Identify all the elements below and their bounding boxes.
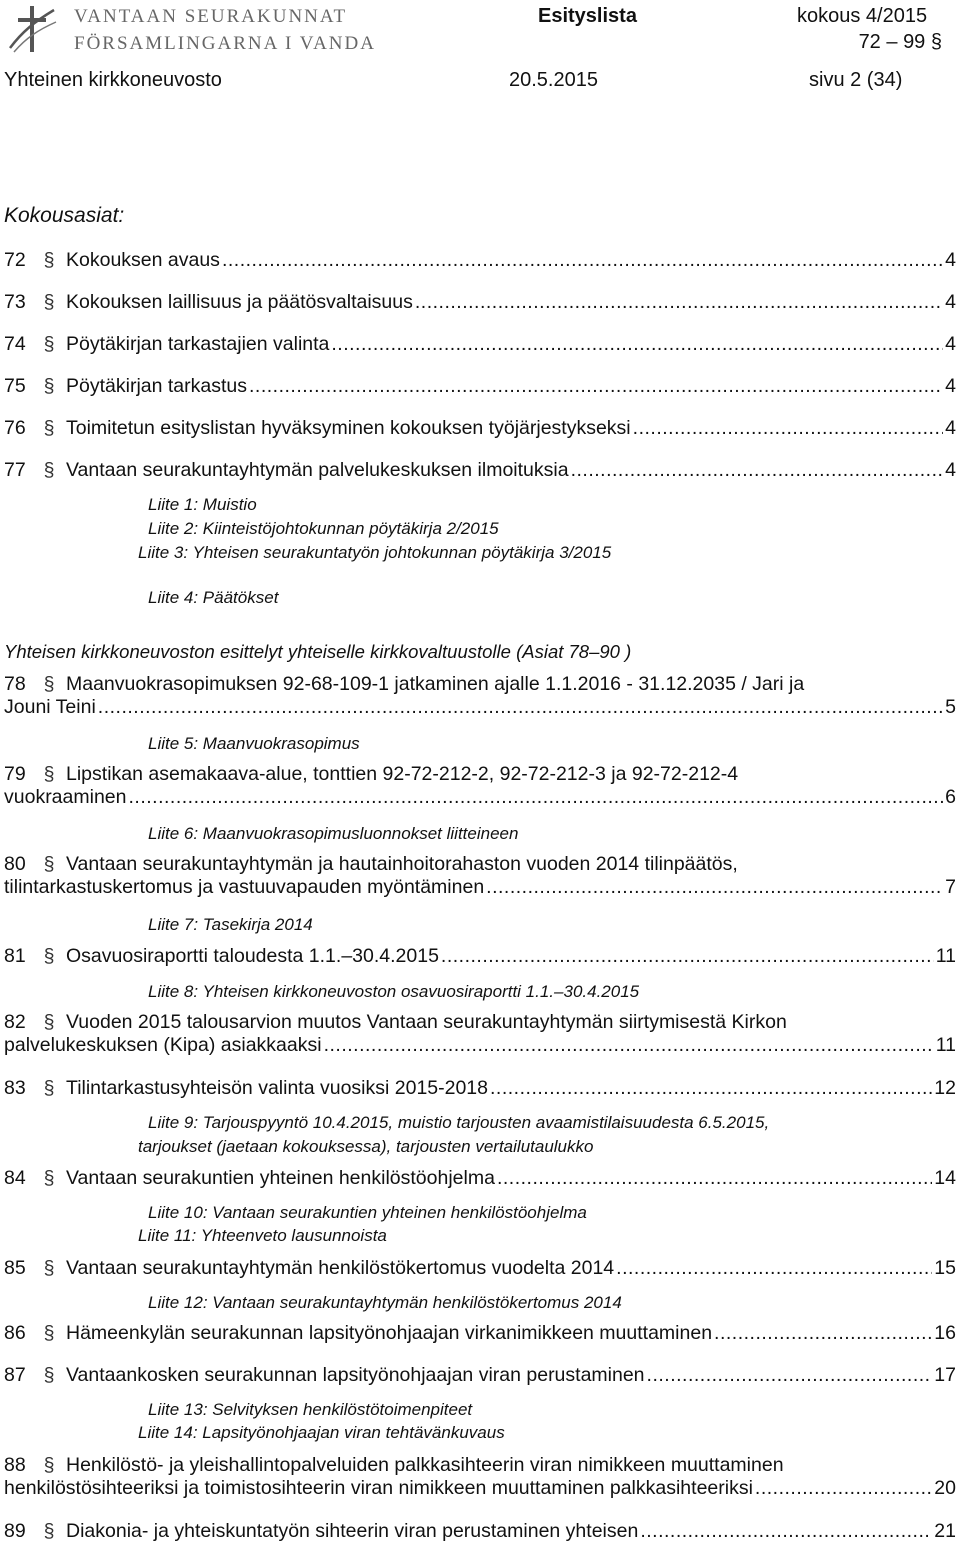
range-start: 72	[858, 31, 881, 53]
attachment-item: Liite 9: Tarjouspyyntö 10.4.2015, muistio tarjousten avaamistilaisuudesta 6.5.2015,	[148, 1113, 770, 1132]
document-type: Esityslista	[538, 5, 637, 27]
entry-title: Vuoden 2015 talousarvion muutos Vantaan seurakuntayhtymän siirtymisestä Kirkon	[66, 1011, 787, 1033]
entry-title: Maanvuokrasopimuksen 92-68-109-1 jatkaminen ajalle 1.1.2016 - 31.12.2035 / Jari ja	[66, 673, 805, 695]
attachment-item: Liite 3: Yhteisen seurakuntatyön johtokunnan pöytäkirja 3/2015	[138, 543, 612, 562]
entry-page-number: 11	[935, 1034, 956, 1056]
entry-page-number: 4	[945, 375, 956, 397]
paragraph-sign: §	[43, 1322, 55, 1344]
cross-logo-icon	[4, 2, 60, 56]
attachment-item: Liite 2: Kiinteistöjohtokunnan pöytäkirja 2/2015	[148, 519, 499, 538]
toc-entry[interactable]	[4, 291, 956, 314]
dot-leader	[324, 1034, 934, 1057]
attachment-item: Liite 6: Maanvuokrasopimusluonnokset liitteineen	[148, 824, 519, 843]
entry-title: Vantaan seurakuntien yhteinen henkilöstöohjelma	[66, 1167, 495, 1189]
dot-leader	[249, 375, 943, 398]
paragraph-sign: §	[43, 673, 55, 695]
dot-leader	[616, 1257, 932, 1280]
attachment-item: Liite 13: Selvityksen henkilöstötoimenpiteet	[148, 1400, 473, 1419]
entry-page-number: 4	[945, 417, 956, 439]
attachment-item: Liite 10: Vantaan seurakuntien yhteinen henkilöstöohjelma	[148, 1203, 587, 1222]
toc-entry[interactable]	[4, 673, 956, 719]
dot-leader	[331, 333, 943, 356]
dot-leader	[128, 786, 943, 809]
attachment-item: Liite 12: Vantaan seurakuntayhtymän henkilöstökertomus 2014	[148, 1293, 622, 1312]
entry-page-number: 6	[945, 786, 956, 808]
attachment-item: Liite 4: Päätökset	[148, 588, 279, 607]
dot-leader	[441, 945, 934, 968]
entry-title: Kokouksen avaus	[66, 249, 220, 271]
paragraph-sign: §	[43, 417, 55, 439]
page-number: sivu 2 (34)	[809, 69, 903, 91]
toc-entry[interactable]	[4, 417, 956, 440]
entry-page-number: 5	[945, 696, 956, 718]
paragraph-sign: §	[43, 1077, 55, 1099]
dot-leader	[640, 1520, 932, 1543]
attachment-item: Liite 8: Yhteisen kirkkoneuvoston osavuosiraportti 1.1.–30.4.2015	[148, 982, 640, 1001]
org-name-finnish: VANTAAN SEURAKUNNAT	[74, 6, 348, 27]
attachment-item: Liite 5: Maanvuokrasopimus	[148, 734, 360, 753]
entry-page-number: 4	[945, 249, 956, 271]
entry-number: 80	[4, 853, 26, 875]
dot-leader	[415, 291, 943, 314]
entry-number: 79	[4, 763, 26, 785]
entry-number: 88	[4, 1454, 26, 1476]
org-name-swedish: FÖRSAMLINGARNA I VANDA	[74, 33, 376, 54]
entry-title: Henkilöstö- ja yleishallintopalveluiden palkkasihteerin viran nimikkeen muuttaminen	[66, 1454, 784, 1476]
dot-leader	[486, 876, 943, 899]
entry-title: Vantaankosken seurakunnan lapsityönohjaajan viran perustaminen	[66, 1364, 645, 1386]
dot-leader	[714, 1322, 932, 1345]
entry-title: Vantaan seurakuntayhtymän ja hautainhoitorahaston vuoden 2014 tilinpäätös,	[66, 853, 738, 875]
toc-entry[interactable]	[4, 1011, 956, 1057]
section-title: Kokousasiat:	[4, 204, 125, 227]
toc-entry[interactable]	[4, 333, 956, 356]
paragraph-sign: §	[43, 945, 55, 967]
entry-page-number: 21	[934, 1520, 956, 1542]
entry-number: 85	[4, 1257, 26, 1279]
attachment-item: tarjoukset (jaetaan kokouksessa), tarjousten vertailutaulukko	[138, 1137, 594, 1156]
entry-number: 84	[4, 1167, 26, 1189]
toc-entry[interactable]	[4, 1077, 956, 1100]
toc-entry[interactable]	[4, 249, 956, 272]
entry-title-continued: palvelukeskuksen (Kipa) asiakkaaksi	[4, 1034, 322, 1056]
meeting-number: kokous 4/2015	[797, 5, 928, 27]
entry-page-number: 7	[945, 876, 956, 898]
meeting-date: 20.5.2015	[509, 69, 598, 91]
page-header	[0, 0, 960, 100]
paragraph-sign: §	[43, 1364, 55, 1386]
dot-leader	[490, 1077, 932, 1100]
entry-title: Osavuosiraportti taloudesta 1.1.–30.4.2015	[66, 945, 439, 967]
entry-number: 81	[4, 945, 26, 967]
entry-page-number: 16	[934, 1322, 956, 1344]
toc-entry[interactable]	[4, 1364, 956, 1387]
entry-title: Vantaan seurakuntayhtymän henkilöstökertomus vuodelta 2014	[66, 1257, 615, 1279]
entry-page-number: 20	[934, 1477, 956, 1499]
paragraph-sign: §	[43, 1257, 55, 1279]
entry-number: 74	[4, 333, 26, 355]
paragraph-range: 72 – 99 §	[858, 31, 942, 53]
toc-entry[interactable]	[4, 1322, 956, 1345]
toc-entry[interactable]	[4, 1257, 956, 1280]
entry-number: 83	[4, 1077, 26, 1099]
paragraph-sign: §	[43, 333, 55, 355]
paragraph-sign: §	[43, 291, 55, 313]
paragraph-sign: §	[43, 459, 55, 481]
entry-title-continued: henkilöstösihteeriksi ja toimistosihteerin viran nimikkeen muuttaminen palkkasihteeriksi	[4, 1477, 753, 1499]
entry-number: 72	[4, 249, 26, 271]
entry-page-number: 14	[934, 1167, 956, 1189]
paragraph-sign: §	[43, 375, 55, 397]
entry-title: Pöytäkirjan tarkastus	[66, 375, 247, 397]
toc-entry[interactable]	[4, 853, 956, 899]
dot-leader	[497, 1167, 932, 1190]
toc-entry[interactable]	[4, 945, 956, 968]
entry-number: 78	[4, 673, 26, 695]
entry-page-number: 15	[934, 1257, 956, 1279]
paragraph-sign: §	[43, 763, 55, 785]
attachment-item: Liite 1: Muistio	[148, 495, 257, 514]
entry-title-continued: tilintarkastuskertomus ja vastuuvapauden myöntäminen	[4, 876, 485, 898]
dot-leader	[633, 417, 943, 440]
attachment-item: Liite 14: Lapsityönohjaajan viran tehtävänkuvaus	[138, 1423, 505, 1442]
paragraph-sign: §	[43, 1167, 55, 1189]
entry-number: 87	[4, 1364, 26, 1386]
entry-page-number: 4	[945, 291, 956, 313]
dot-leader	[647, 1364, 933, 1387]
toc-entry[interactable]	[4, 1454, 956, 1500]
entry-page-number: 17	[934, 1364, 956, 1386]
paragraph-sign: §	[930, 31, 942, 53]
toc-entry[interactable]	[4, 459, 956, 482]
entry-title: Kokouksen laillisuus ja päätösvaltaisuus	[66, 291, 413, 313]
entry-title: Hämeenkylän seurakunnan lapsityönohjaajan virkanimikkeen muuttaminen	[66, 1322, 713, 1344]
entry-number: 77	[4, 459, 26, 481]
entry-title-continued: vuokraaminen	[4, 786, 127, 808]
dot-leader	[98, 696, 943, 719]
subsection-title: Yhteisen kirkkoneuvoston esittelyt yhteiselle kirkkovaltuustolle (Asiat 78–90 )	[4, 641, 632, 662]
paragraph-sign: §	[43, 853, 55, 875]
entry-title: Lipstikan asemakaava-alue, tonttien 92-72-212-2, 92-72-212-3 ja 92-72-212-4	[66, 763, 739, 785]
entry-page-number: 12	[934, 1077, 956, 1099]
paragraph-sign: §	[43, 249, 55, 271]
dot-leader	[755, 1477, 932, 1500]
entry-number: 82	[4, 1011, 26, 1033]
entry-number: 86	[4, 1322, 26, 1344]
entry-number: 89	[4, 1520, 26, 1542]
toc-entry[interactable]	[4, 1167, 956, 1190]
entry-number: 76	[4, 417, 26, 439]
attachment-item: Liite 7: Tasekirja 2014	[148, 915, 313, 934]
paragraph-sign: §	[43, 1520, 55, 1542]
toc-entry[interactable]	[4, 763, 956, 809]
entry-title: Vantaan seurakuntayhtymän palvelukeskuksen ilmoituksia	[66, 459, 569, 481]
toc-entry[interactable]	[4, 1520, 956, 1543]
attachment-item: Liite 11: Yhteenveto lausunnoista	[138, 1226, 387, 1245]
range-end: 99	[903, 31, 926, 53]
toc-entry[interactable]	[4, 375, 956, 398]
entry-title: Toimitetun esityslistan hyväksyminen kokouksen työjärjestykseksi	[66, 417, 631, 439]
paragraph-sign: §	[43, 1011, 55, 1033]
paragraph-sign: §	[43, 1454, 55, 1476]
entry-page-number: 11	[935, 945, 956, 967]
entry-title: Pöytäkirjan tarkastajien valinta	[66, 333, 330, 355]
entry-title-continued: Jouni Teini	[4, 696, 96, 718]
body-name: Yhteinen kirkkoneuvosto	[4, 69, 222, 91]
entry-number: 73	[4, 291, 26, 313]
entry-title: Diakonia- ja yhteiskuntatyön sihteerin viran perustaminen yhteisen	[66, 1520, 639, 1542]
entry-page-number: 4	[945, 459, 956, 481]
entry-number: 75	[4, 375, 26, 397]
entry-page-number: 4	[945, 333, 956, 355]
entry-title: Tilintarkastusyhteisön valinta vuosiksi 2015-2018	[66, 1077, 489, 1099]
dot-leader	[571, 459, 944, 482]
dot-leader	[222, 249, 943, 272]
